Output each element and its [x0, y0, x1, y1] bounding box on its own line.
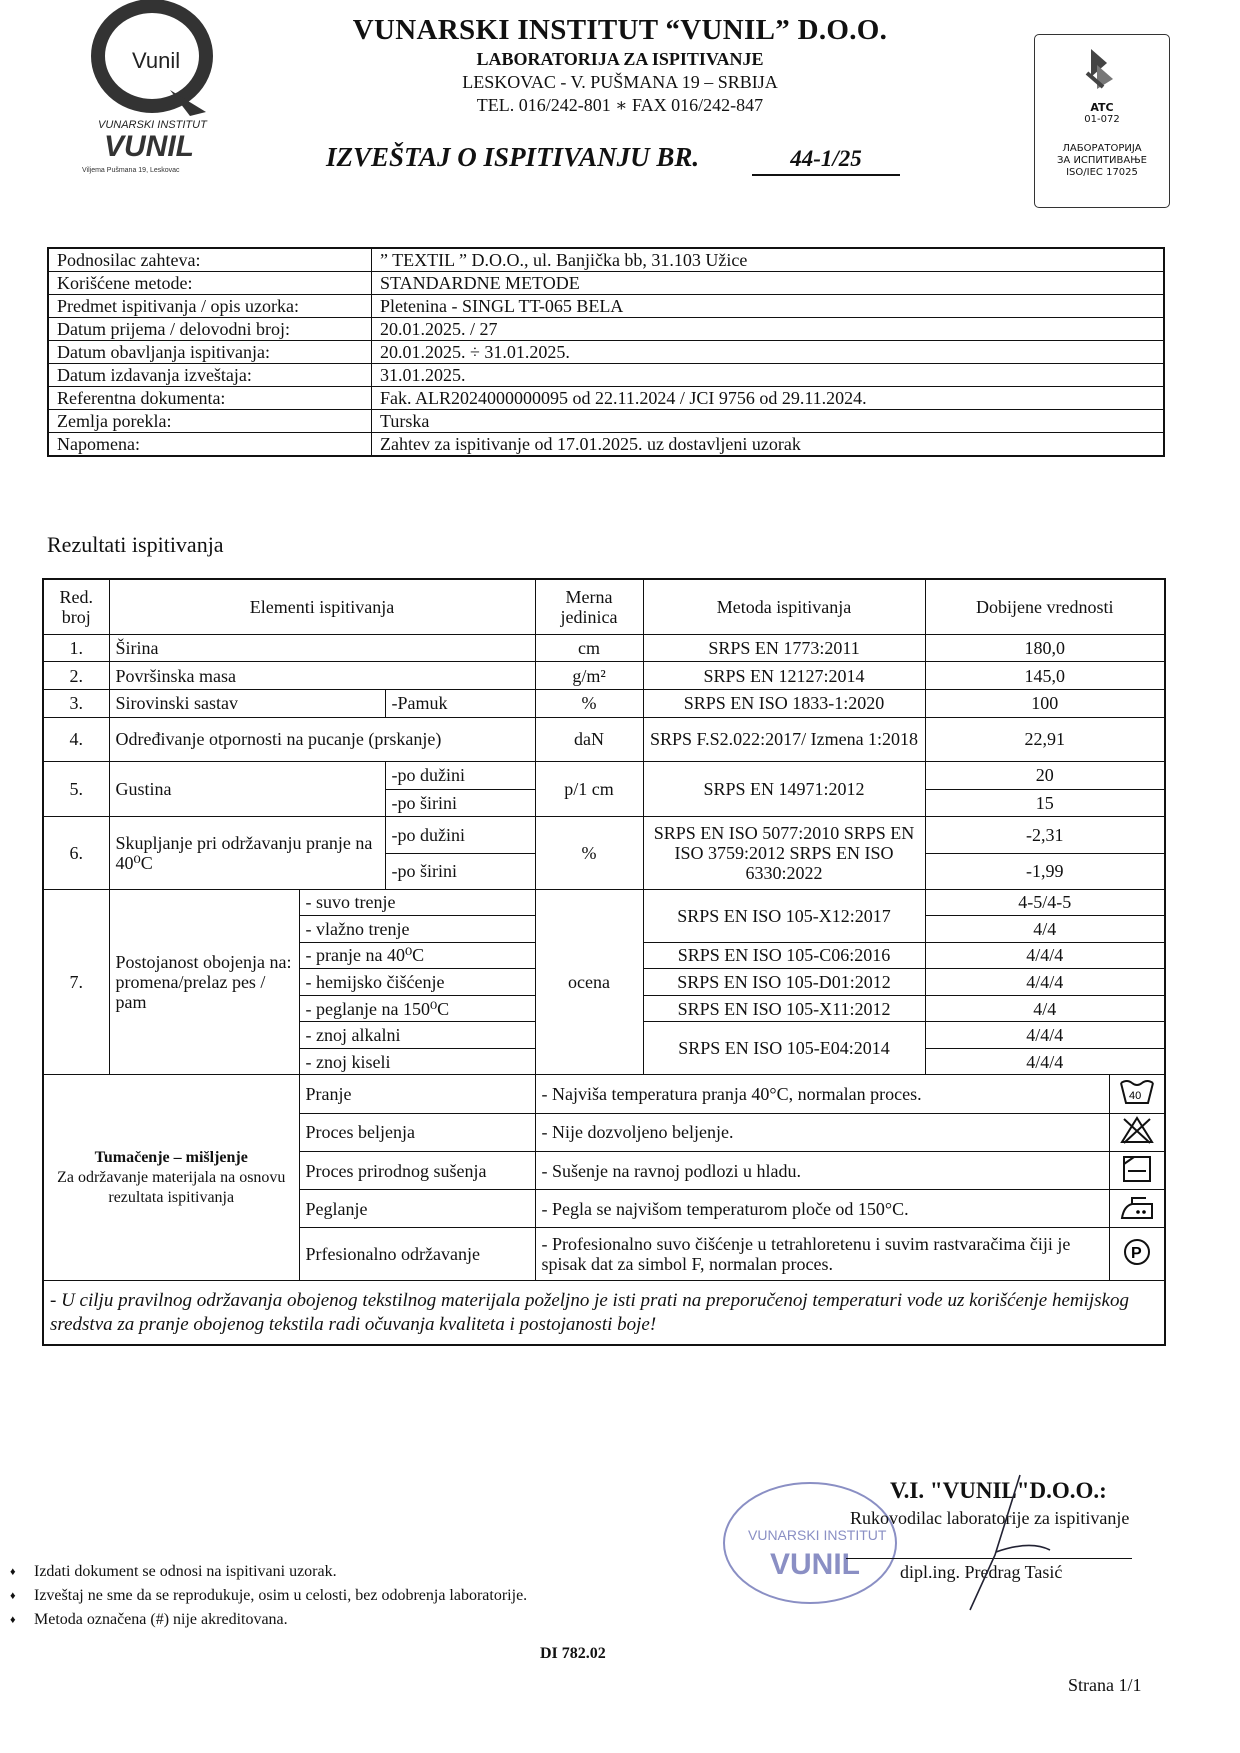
row-value: 4/4/4: [925, 1022, 1165, 1049]
row-method: SRPS EN 1773:2011: [643, 634, 925, 662]
care-key: Proces prirodnog sušenja: [299, 1151, 535, 1189]
row-method: SRPS EN 12127:2014: [643, 662, 925, 690]
row-element: Površinska masa: [109, 662, 535, 690]
row-method: SRPS F.S2.022:2017/ Izmena 1:2018: [643, 717, 925, 762]
row-element: Gustina: [109, 762, 385, 817]
row-unit: g/m²: [535, 662, 643, 690]
stamp-text: VUNARSKI INSTITUT: [748, 1527, 887, 1543]
table-row: [43, 662, 1165, 690]
row-unit: cm: [535, 634, 643, 662]
row-sub: - vlažno trenje: [299, 916, 535, 943]
row-value: -2,31: [925, 817, 1165, 853]
row-value: 4/4: [925, 916, 1165, 943]
atc-label: ATC: [1090, 101, 1114, 114]
wash-temp-label: 40: [1128, 1090, 1142, 1103]
info-row: [48, 364, 1164, 387]
care-value: - Profesionalno suvo čišćenje u tetrahloretenu i suvim rastvaračima čiji je spisak dat za simbol F, normalan proces.: [535, 1228, 1109, 1281]
info-row: [48, 272, 1164, 295]
info-key: Datum prijema / delovodni broj:: [48, 318, 372, 341]
dry-clean-letter: P: [1130, 1245, 1142, 1263]
document-code: DI 782.02: [540, 1645, 606, 1662]
care-title: Tumačenje – mišljenje: [94, 1148, 248, 1166]
section-title: Rezultati ispitivanja: [47, 532, 224, 557]
care-symbol: [1109, 1113, 1165, 1151]
info-row: [48, 433, 1164, 457]
logo-brand: VUNIL: [104, 130, 194, 163]
info-key: Napomena:: [48, 433, 372, 457]
care-value: - Nije dozvoljeno beljenje.: [535, 1113, 1109, 1151]
info-value: Pletenina - SINGL TT-065 BELA: [372, 295, 1165, 318]
care-symbol: [1109, 1075, 1165, 1113]
row-sub: - hemijsko čišćenje: [299, 969, 535, 996]
table-row: [43, 762, 1165, 790]
header-block: [300, 14, 940, 116]
info-row: [48, 248, 1164, 272]
info-value: 20.01.2025. ÷ 31.01.2025.: [372, 341, 1165, 364]
care-value: - Sušenje na ravnoj podlozi u hladu.: [535, 1151, 1109, 1189]
footer-note: ♦ Izdati dokument se odnosi na ispitivani uzorak.: [10, 1560, 527, 1584]
atc-text-3: ISO/IEC 17025: [1066, 167, 1138, 178]
row-element: Sirovinski sastav: [109, 689, 385, 717]
row-sub: - peglanje na 150⁰C: [299, 995, 535, 1022]
vunil-logo: [78, 0, 228, 176]
lab-name: LABORATORIJA ZA ISPITIVANJE: [476, 49, 764, 69]
row-unit: p/1 cm: [535, 762, 643, 817]
row-method: SRPS EN ISO 105-D01:2012: [643, 969, 925, 996]
institute-name: VUNARSKI INSTITUT “VUNIL” D.O.O.: [352, 14, 888, 46]
report-title: IZVEŠTAJ O ISPITIVANJU BR.: [326, 142, 700, 172]
row-value: 4-5/4-5: [925, 889, 1165, 916]
row-sub: -po dužini: [385, 817, 535, 853]
info-value: Zahtev za ispitivanje od 17.01.2025. uz dostavljeni uzorak: [372, 433, 1165, 457]
row-element: Postojanost obojenja na: promena/prelaz pes / pam: [109, 889, 299, 1075]
row-value: 15: [925, 789, 1165, 817]
stamp-brand: VUNIL: [770, 1548, 860, 1581]
row-sub: - suvo trenje: [299, 889, 535, 916]
table-row: [43, 817, 1165, 853]
care-key: Pranje: [299, 1075, 535, 1113]
row-sub: -po širini: [385, 853, 535, 889]
care-note: - U cilju pravilnog održavanja obojenog tekstilnog materijala poželjno je isti prati na preporučenoj temperaturi vode uz korišćenje hemijskog sredstva za pranje obojenog tekstila radi očuvanja kvaliteta i postojanosti boje!: [43, 1281, 1165, 1345]
row-sub: - pranje na 40⁰C: [299, 942, 535, 969]
care-value: - Najviša temperatura pranja 40°C, normalan proces.: [535, 1075, 1109, 1113]
row-sub: -po širini: [385, 789, 535, 817]
row-method: SRPS EN ISO 105-C06:2016: [643, 942, 925, 969]
logo-address: Viljema Pušmana 19, Leskovac: [82, 167, 180, 174]
info-row: [48, 318, 1164, 341]
info-value: Turska: [372, 410, 1165, 433]
care-symbol: [1109, 1151, 1165, 1189]
logo-caption: VUNARSKI INSTITUT: [98, 119, 207, 131]
care-title-cell: [43, 1075, 299, 1281]
care-symbol: [1109, 1228, 1165, 1281]
info-row: [48, 387, 1164, 410]
row-element: Određivanje otpornosti na pucanje (prskanje): [109, 717, 535, 762]
atc-number: 01-072: [1084, 114, 1120, 125]
dry-flat-shade-icon: [1118, 1154, 1156, 1184]
info-value: 20.01.2025. / 27: [372, 318, 1165, 341]
row-unit: daN: [535, 717, 643, 762]
page-number: Strana 1/1: [1068, 1675, 1142, 1695]
lab-stamp: [720, 1478, 900, 1608]
info-value: Fak. ALR2024000000095 od 22.11.2024 / JCI 9756 od 29.11.2024.: [372, 387, 1165, 410]
info-row: [48, 341, 1164, 364]
header-unit: Merna jedinica: [535, 579, 643, 634]
atc-text-2: ЗА ИСПИТИВАЊЕ: [1057, 155, 1147, 166]
info-value: STANDARDNE METODE: [372, 272, 1165, 295]
no-bleach-icon: [1118, 1115, 1156, 1145]
atc-text-1: ЛАБОРАТОРИЈА: [1062, 143, 1142, 154]
info-row: [48, 295, 1164, 318]
row-value: 100: [925, 689, 1165, 717]
header-no: Red. broj: [43, 579, 109, 634]
info-key: Korišćene metode:: [48, 272, 372, 295]
table-row: [43, 889, 1165, 916]
care-value: - Pegla se najvišom temperaturom ploče od 150°C.: [535, 1190, 1109, 1228]
care-symbol: [1109, 1190, 1165, 1228]
row-method: SRPS EN 14971:2012: [643, 762, 925, 817]
row-value: -1,99: [925, 853, 1165, 889]
row-sub: - znoj alkalni: [299, 1022, 535, 1049]
care-key: Prfesionalno održavanje: [299, 1228, 535, 1281]
footer-notes: [10, 1560, 527, 1632]
wash-40-icon: [1118, 1077, 1156, 1107]
header-value: Dobijene vrednosti: [925, 579, 1165, 634]
row-value: 4/4/4: [925, 969, 1165, 996]
row-method: SRPS EN ISO 105-E04:2014: [643, 1022, 925, 1075]
report-number: 44-1/25: [752, 146, 900, 176]
info-row: [48, 410, 1164, 433]
iron-icon: [1118, 1192, 1156, 1222]
header-method: Metoda ispitivanja: [643, 579, 925, 634]
row-unit: %: [535, 817, 643, 889]
address: LESKOVAC - V. PUŠMANA 19 – SRBIJA: [462, 72, 778, 92]
footer-note: ♦ Izveštaj ne sme da se reprodukuje, osim u celosti, bez odobrenja laboratorije.: [10, 1584, 527, 1608]
info-key: Datum obavljanja ispitivanja:: [48, 341, 372, 364]
row-no: 7.: [43, 889, 109, 1075]
signature-name: dipl.ing. Predrag Tasić: [900, 1562, 1063, 1582]
row-unit: %: [535, 689, 643, 717]
row-value: 145,0: [925, 662, 1165, 690]
info-value: ” TEXTIL ” D.O.O., ul. Banjička bb, 31.103 Užice: [372, 248, 1165, 272]
atc-icon: [1077, 43, 1127, 93]
signature-role: Rukovodilac laboratorije za ispitivanje: [850, 1508, 1130, 1528]
header-elements: Elementi ispitivanja: [109, 579, 535, 634]
row-sub: -Pamuk: [385, 689, 535, 717]
row-method: SRPS EN ISO 105-X12:2017: [643, 889, 925, 942]
dry-clean-p-icon: [1118, 1237, 1156, 1267]
row-value: 4/4: [925, 995, 1165, 1022]
info-key: Zemlja porekla:: [48, 410, 372, 433]
accreditation-badge: [1034, 34, 1170, 208]
row-no: 6.: [43, 817, 109, 889]
row-value: 4/4/4: [925, 942, 1165, 969]
signature-company: V.I. "VUNIL"D.O.O.:: [890, 1478, 1107, 1503]
row-sub: - znoj kiseli: [299, 1048, 535, 1075]
row-no: 1.: [43, 634, 109, 662]
row-method: SRPS EN ISO 5077:2010 SRPS EN ISO 3759:2012 SRPS EN ISO 6330:2022: [643, 817, 925, 889]
table-row: [43, 634, 1165, 662]
row-method: SRPS EN ISO 1833-1:2020: [643, 689, 925, 717]
footer-note: ♦ Metoda označena (#) nije akreditovana.: [10, 1608, 527, 1632]
handwritten-signature: [900, 1470, 1063, 1620]
row-no: 4.: [43, 717, 109, 762]
info-key: Predmet ispitivanja / opis uzorka:: [48, 295, 372, 318]
info-table: [47, 247, 1165, 457]
row-sub: -po dužini: [385, 762, 535, 790]
info-value: 31.01.2025.: [372, 364, 1165, 387]
row-value: 4/4/4: [925, 1048, 1165, 1075]
row-value: 22,91: [925, 717, 1165, 762]
row-no: 3.: [43, 689, 109, 717]
row-method: SRPS EN ISO 105-X11:2012: [643, 995, 925, 1022]
care-key: Proces beljenja: [299, 1113, 535, 1151]
phone: TEL. 016/242-801 ∗ FAX 016/242-847: [476, 95, 764, 115]
care-key: Peglanje: [299, 1190, 535, 1228]
care-row: [43, 1075, 1165, 1113]
row-no: 5.: [43, 762, 109, 817]
row-unit: ocena: [535, 889, 643, 1075]
info-key: Referentna dokumenta:: [48, 387, 372, 410]
row-element: Širina: [109, 634, 535, 662]
table-row: [43, 717, 1165, 762]
logo-text: Vunil: [132, 48, 181, 73]
results-table: [42, 578, 1166, 1346]
table-row: [43, 689, 1165, 717]
info-key: Podnosilac zahteva:: [48, 248, 372, 272]
row-value: 180,0: [925, 634, 1165, 662]
care-subtitle: Za održavanje materijala na osnovu rezultata ispitivanja: [57, 1168, 286, 1206]
row-value: 20: [925, 762, 1165, 790]
row-no: 2.: [43, 662, 109, 690]
info-key: Datum izdavanja izveštaja:: [48, 364, 372, 387]
row-element: Skupljanje pri održavanju pranje na 40⁰C: [109, 817, 385, 889]
